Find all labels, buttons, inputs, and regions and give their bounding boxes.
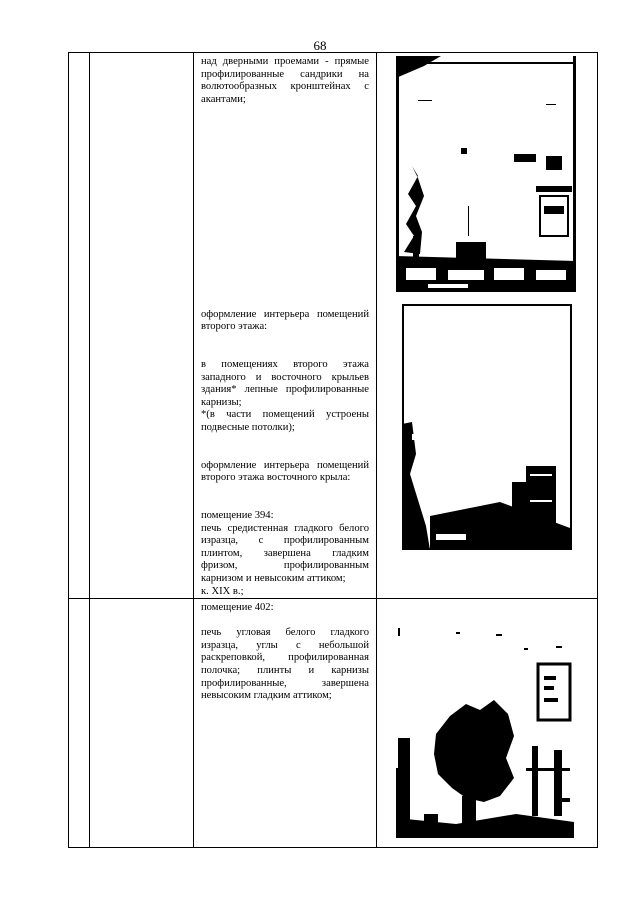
description-paragraph: над дверными проемами - прямые профилированные сандрики на волютообразных кронштейнах с акантами; [201, 56, 369, 105]
description-paragraph: оформление интерьера помещений второго этажа: [201, 308, 369, 333]
object-description-2 [201, 296, 369, 611]
photo-room-doorway [396, 56, 576, 292]
page-number: 68 [313, 38, 327, 53]
object-description-3 [201, 602, 369, 703]
column-divider [193, 52, 194, 848]
column-divider [597, 52, 598, 848]
description-paragraph: оформление интерьера помещений второго этажа восточного крыла: [201, 459, 369, 484]
row-divider [68, 847, 598, 848]
column-divider [68, 52, 69, 848]
description-paragraph: помещение 402: [201, 602, 274, 613]
description-paragraph: печь угловая белого гладкого изразца, углы с небольшой раскреповкой, профилированная полочка; плинты и карнизы профилированные, завершена невысоким гладким аттиком; [201, 627, 369, 702]
description-paragraph: помещение 394: печь средистенная гладкого белого изразца, с профилированным плинтом, завершена гладким фризом, профилированным карнизом и невысоким аттиком; к. XIX в.; [201, 510, 369, 597]
column-divider [89, 52, 90, 848]
object-description-1 [201, 56, 369, 106]
photo-stove-402 [396, 618, 574, 838]
row-divider [68, 52, 598, 53]
register-table [68, 52, 598, 848]
description-paragraph: в помещениях второго этажа западного и восточного крыльев здания* лепные профилированные карнизы; *(в части помещений устроены подвесные потолки); [201, 358, 369, 433]
photo-stove-394 [402, 304, 572, 550]
column-divider [376, 52, 377, 848]
